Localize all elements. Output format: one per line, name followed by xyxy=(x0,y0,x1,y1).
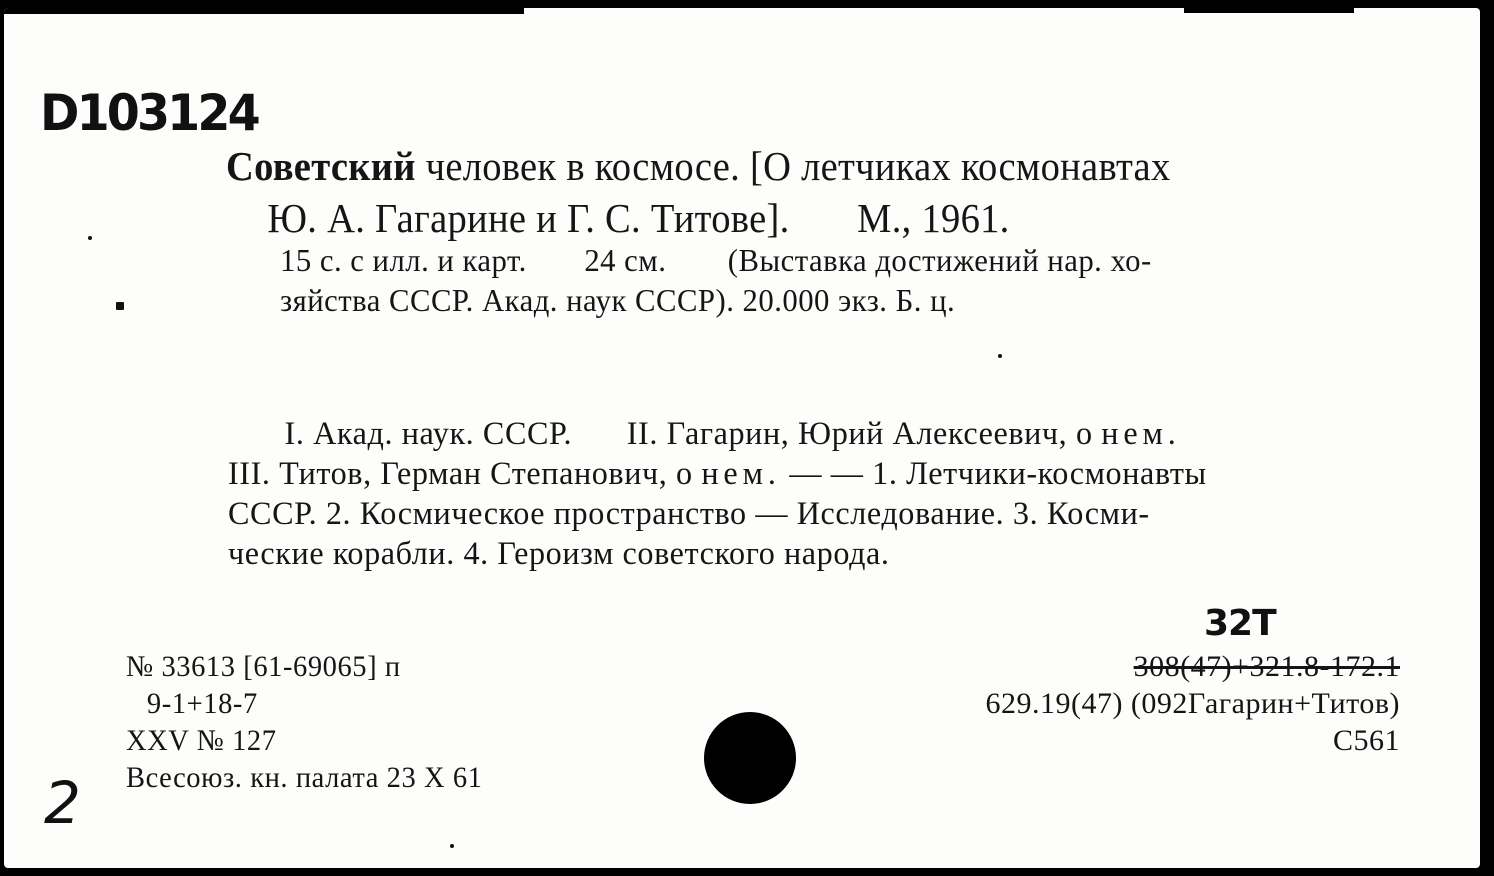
imprint-block xyxy=(126,648,483,796)
tracing-2b: нем. xyxy=(701,456,781,492)
tracing-2c: — — 1. Летчики-космонавты xyxy=(789,456,1207,492)
imprint-number: № 33613 [61-69065] п xyxy=(126,650,401,683)
struck-class: 308(47)+321.8-172.1 xyxy=(1133,650,1400,683)
imprint-line3: Всесоюз. кн. палата 23 Х 61 xyxy=(126,761,483,794)
class-index: 629.19(47) (092Гагарин+Титов) xyxy=(985,687,1400,720)
place-year: М., 1961. xyxy=(857,195,1010,241)
author-mark: С561 xyxy=(1332,724,1400,757)
collation-pages: 15 с. с илл. и карт. xyxy=(280,242,527,278)
inventory-number: D103124 xyxy=(40,84,258,142)
tracing-line2 xyxy=(228,454,1207,494)
title-line2: Ю. А. Гагарине и Г. С. Титове]. xyxy=(267,195,790,241)
punch-hole xyxy=(704,712,796,804)
speck xyxy=(450,844,454,848)
catalog-card xyxy=(4,8,1480,868)
margin-mark: 2 xyxy=(44,769,81,837)
speck xyxy=(88,236,92,240)
collation-block xyxy=(280,240,1152,320)
top-edge-shadow-right xyxy=(1184,8,1354,13)
collation-series: (Выставка достижений нар. хо- xyxy=(727,242,1152,278)
imprint-line2: XXV № 127 xyxy=(126,724,277,757)
speck xyxy=(116,302,124,310)
tracings-block xyxy=(228,414,1207,574)
tracing-line1 xyxy=(228,414,1207,454)
title-line1: человек в космосе. [О летчиках космонавтах xyxy=(425,143,1171,189)
tracing-1b: II. Гагарин, Юрий Алексеевич, о xyxy=(626,416,1093,452)
title-block xyxy=(226,140,1171,244)
tracing-1c: нем. xyxy=(1101,416,1181,452)
tracing-1a: I. Акад. наук. СССР. xyxy=(284,416,573,452)
imprint-code: 9-1+18-7 xyxy=(146,687,258,720)
tracing-2a: III. Титов, Герман Степанович, о xyxy=(228,456,693,492)
top-edge-shadow xyxy=(4,8,524,14)
tracing-line3: СССР. 2. Космическое пространство — Исследование. 3. Косми- xyxy=(228,496,1150,532)
imprint-line1 xyxy=(126,648,483,722)
speck xyxy=(998,354,1002,358)
title-lead: Советский xyxy=(226,143,416,189)
collation-line2: зяйства СССР. Акад. наук СССР). 20.000 экз. Б. ц. xyxy=(280,282,956,318)
tracing-line4: ческие корабли. 4. Героизм советского народа. xyxy=(228,536,890,572)
collation-size: 24 см. xyxy=(584,242,667,278)
title-line2-wrap xyxy=(226,192,1171,244)
classification-block xyxy=(985,648,1400,759)
handwritten-class: 32Т xyxy=(1204,603,1276,644)
